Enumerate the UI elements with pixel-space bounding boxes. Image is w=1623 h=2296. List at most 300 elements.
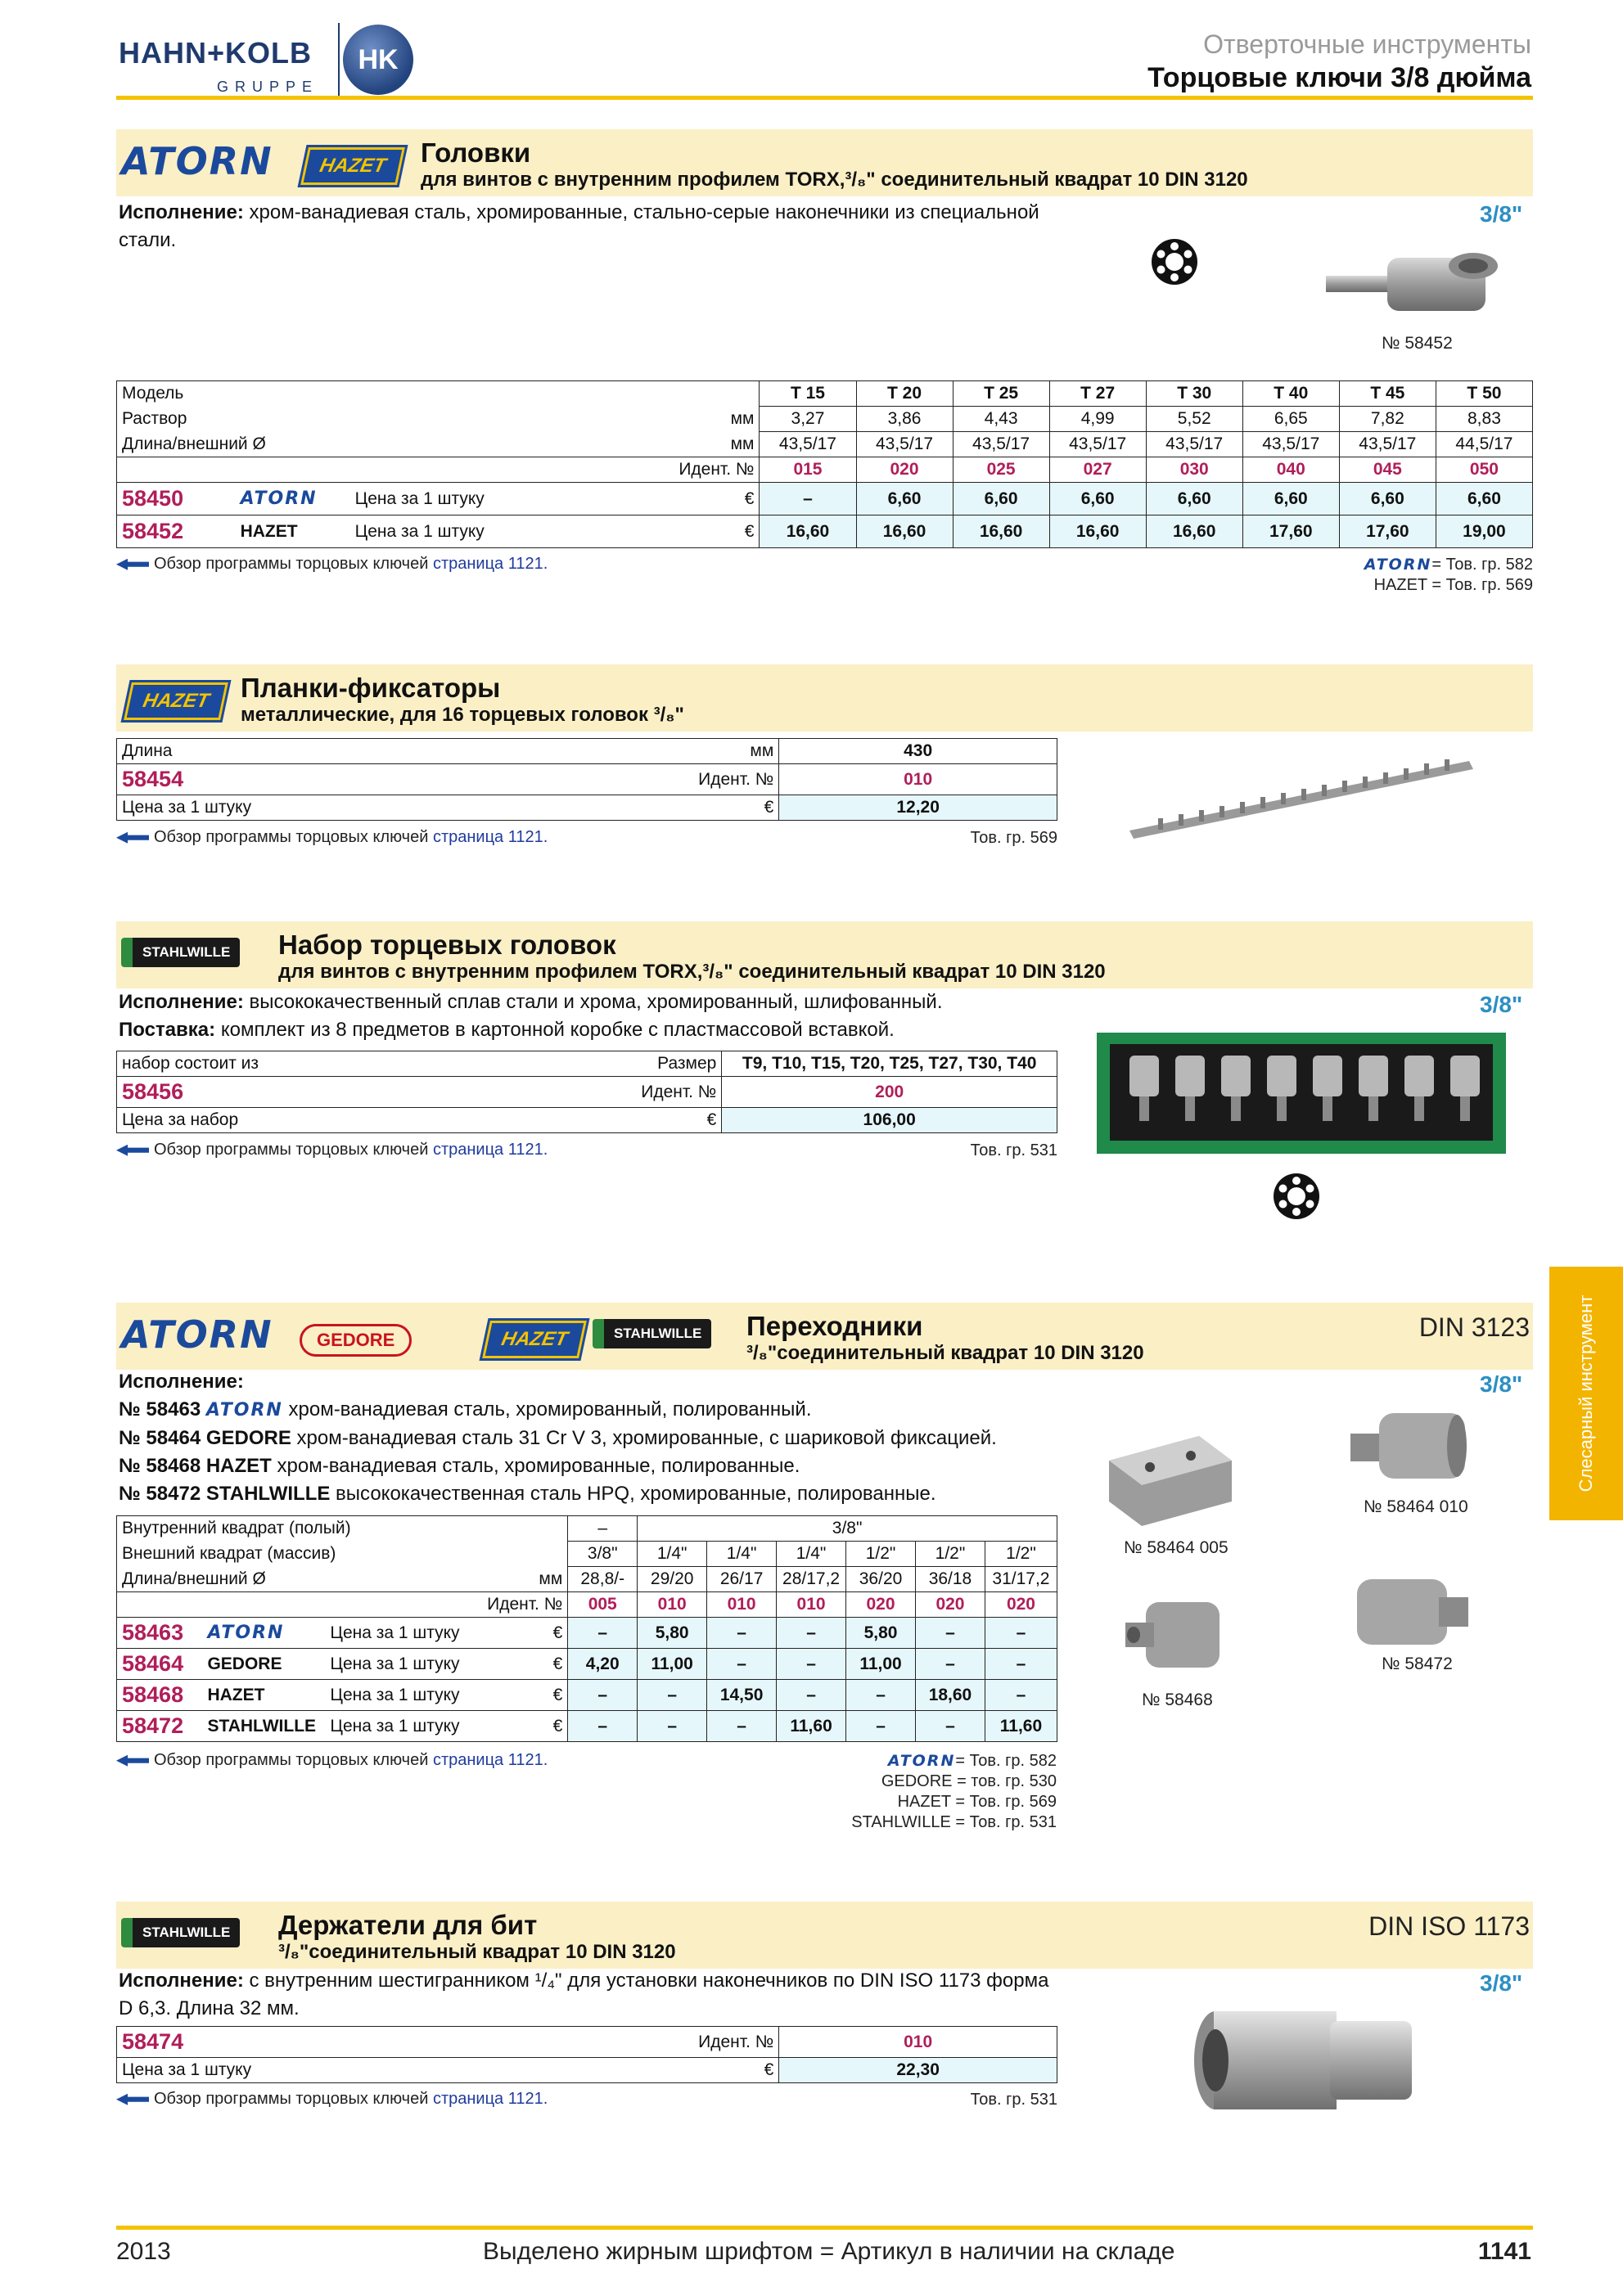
- arrow-left-icon: [116, 2094, 149, 2105]
- sockets-table: [116, 380, 1533, 548]
- price-label-cell: [325, 1618, 567, 1649]
- atorn-logo-tiny: ATORN: [1364, 556, 1432, 574]
- image-caption: № 58464 010: [1364, 1497, 1468, 1516]
- torx-socket-image: [1318, 233, 1514, 331]
- cell-price: –: [846, 1711, 916, 1742]
- price-label-cell: [325, 1711, 567, 1742]
- cell-length: 36/18: [916, 1567, 985, 1592]
- cell-ref: 040: [1242, 457, 1339, 483]
- execution-line: [119, 1425, 1068, 1452]
- logo-wordmark: HAHN+KOLB: [119, 36, 313, 70]
- din-standard: DIN 3123: [1418, 1312, 1530, 1342]
- section-subtitle: ³/₈"соединительный квадрат 10 DIN 3120: [746, 1342, 1144, 1364]
- price-label: Цена за 1 штуку: [117, 795, 656, 821]
- footer-rule: [116, 2226, 1533, 2230]
- cell-size: 5,52: [1146, 407, 1242, 432]
- cell-ref: 020: [985, 1592, 1057, 1618]
- cell-outer: 1/4": [777, 1542, 846, 1567]
- cell-model: T 27: [1049, 381, 1146, 407]
- cell-price: –: [707, 1618, 777, 1649]
- arrow-left-icon: [116, 1755, 149, 1767]
- cell-ref: 020: [846, 1592, 916, 1618]
- cell-outer: 1/4": [638, 1542, 707, 1567]
- price-label: Цена за 1 штуку: [330, 1654, 460, 1673]
- euro-sign: €: [552, 1685, 563, 1704]
- group-atorn: [1364, 555, 1533, 575]
- cell-inner: 3/8": [638, 1516, 1057, 1542]
- cell-price: 6,60: [856, 483, 953, 515]
- ident-label: Идент. №: [656, 764, 779, 795]
- price-label: Цена за набор: [117, 1108, 444, 1133]
- section-subtitle: для винтов с внутренним профилем TORX,³/₈" соединительный квадрат 10 DIN 3120: [421, 169, 1248, 191]
- cell-ref: 030: [1146, 457, 1242, 483]
- cell-price: –: [568, 1711, 638, 1742]
- row-58452: [117, 515, 1533, 548]
- execution-text: [119, 199, 1060, 254]
- overview-link[interactable]: страница 1121.: [432, 1141, 548, 1159]
- cell-price: 11,00: [638, 1649, 707, 1680]
- cell-sizes: T9, T10, T15, T20, T25, T27, T30, T40: [722, 1051, 1057, 1077]
- cell-model: T 20: [856, 381, 953, 407]
- cell-size: 4,43: [953, 407, 1049, 432]
- overview-link[interactable]: страница 1121.: [432, 828, 548, 846]
- row-58463: [117, 1618, 1057, 1649]
- section-header-rails: [116, 664, 1533, 732]
- cell-price: –: [777, 1618, 846, 1649]
- product-groups: [851, 1751, 1057, 1833]
- image-caption: № 58472: [1382, 1654, 1453, 1673]
- rails-table: [116, 738, 1057, 821]
- group-stahlwille: STAHLWILLE = Тов. гр. 531: [851, 1813, 1057, 1831]
- subcategory-title: Торцовые ключи 3/8 дюйма: [1147, 62, 1531, 93]
- line-text: хром-ванадиевая сталь 31 Cr V 3, хромированные, с шариковой фиксацией.: [291, 1427, 997, 1449]
- price-label: Цена за 1 штуку: [354, 521, 485, 541]
- cell-size: 3,86: [856, 407, 953, 432]
- logo-subtitle: GRUPPE: [217, 79, 319, 95]
- cell-price: 6,60: [1146, 483, 1242, 515]
- row-model: [117, 381, 1533, 407]
- row-brand: HAZET: [236, 515, 350, 548]
- side-tab-label: Слесарный инструмент: [1576, 1294, 1596, 1492]
- cell-outer: 1/2": [985, 1542, 1057, 1567]
- ident-label: Идент. №: [117, 1592, 568, 1618]
- cell-inner: –: [568, 1516, 638, 1542]
- cell-size: 8,83: [1436, 407, 1532, 432]
- row-outer: [117, 1542, 1057, 1567]
- price-label-cell: [350, 515, 760, 548]
- row-price: [117, 795, 1057, 821]
- group-hazet: HAZET = Тов. гр. 569: [897, 1793, 1057, 1811]
- cell-price: 14,50: [707, 1680, 777, 1711]
- adapters-table: [116, 1515, 1057, 1742]
- row-brand: HAZET: [202, 1680, 325, 1711]
- cell-ref: 020: [916, 1592, 985, 1618]
- atorn-logo-tiny: ATORN: [887, 1752, 956, 1770]
- image-caption: № 58468: [1142, 1690, 1213, 1709]
- group-atorn-text: = Тов. гр. 582: [1431, 556, 1533, 574]
- cell-length: 43,5/17: [953, 432, 1049, 457]
- cell-length: 31/17,2: [985, 1567, 1057, 1592]
- size-badge: 3/8": [1480, 1371, 1523, 1397]
- row-length: [117, 739, 1057, 764]
- row-contents: [117, 1051, 1057, 1077]
- supply-line: [119, 1016, 1060, 1044]
- row-label-model: Модель: [117, 381, 760, 407]
- section-header-sockets: [116, 129, 1533, 196]
- cell-price: 17,60: [1242, 515, 1339, 548]
- cell-price: –: [777, 1649, 846, 1680]
- cell-size: 3,27: [760, 407, 856, 432]
- stahlwille-logo: STAHLWILLE: [121, 1918, 240, 1947]
- cell-price: 4,20: [568, 1649, 638, 1680]
- atorn-logo: ATORN: [121, 1312, 273, 1357]
- overview-note: [116, 828, 548, 847]
- cell-price: –: [777, 1680, 846, 1711]
- cell-length: 43,5/17: [1146, 432, 1242, 457]
- cell-length: 29/20: [638, 1567, 707, 1592]
- euro-sign: €: [744, 521, 755, 541]
- cell-price: 16,60: [1146, 515, 1242, 548]
- row-brand: STAHLWILLE: [202, 1711, 325, 1742]
- cell-length: 28,8/-: [568, 1567, 638, 1592]
- execution-line: [119, 988, 1060, 1016]
- size-label: Размер: [444, 1051, 722, 1077]
- execution-label: Исполнение:: [119, 1371, 244, 1393]
- page-number: 1141: [1477, 2238, 1531, 2265]
- group-atorn-text: = Тов. гр. 582: [955, 1752, 1057, 1770]
- row-58464: [117, 1649, 1057, 1680]
- hazet-logo: HAZET: [482, 1321, 587, 1358]
- cell-ref: 010: [779, 764, 1057, 795]
- row-price: [117, 2058, 1057, 2083]
- price-label: Цена за 1 штуку: [354, 488, 485, 508]
- line-text: хром-ванадиевая сталь, хромированные, полированные.: [271, 1455, 800, 1477]
- cell-price: 16,60: [1049, 515, 1146, 548]
- adapter-58464-010-image: [1342, 1401, 1473, 1491]
- line-brand: STAHLWILLE: [205, 1483, 331, 1505]
- image-caption: № 58464 005: [1124, 1538, 1229, 1557]
- ident-label: Идент. №: [444, 1077, 722, 1108]
- row-inner: [117, 1516, 1057, 1542]
- article-number: 58472: [117, 1711, 203, 1742]
- unit-mm: мм: [325, 1567, 567, 1592]
- cell-price: 6,60: [1436, 483, 1532, 515]
- cell-length: 43,5/17: [760, 432, 856, 457]
- execution-text: [119, 988, 1060, 1044]
- cell-outer: 3/8": [568, 1542, 638, 1567]
- hk-emblem-icon: HK: [343, 25, 413, 95]
- line-brand: HAZET: [205, 1455, 272, 1477]
- cell-model: T 30: [1146, 381, 1242, 407]
- product-group: Тов. гр. 531: [970, 1141, 1057, 1159]
- row-ident: [117, 1077, 1057, 1108]
- socket-set-case-image: [1097, 1033, 1506, 1154]
- cell-price: –: [707, 1711, 777, 1742]
- cell-ref: 200: [722, 1077, 1057, 1108]
- cell-price: –: [638, 1680, 707, 1711]
- cell-ref: 027: [1049, 457, 1146, 483]
- row-ident: [117, 457, 1533, 483]
- row-label-length: Длина/внешний Ø: [117, 1567, 326, 1592]
- cell-price: 11,60: [777, 1711, 846, 1742]
- overview-text: Обзор программы торцовых ключей: [154, 828, 429, 846]
- cell-price: 22,30: [779, 2058, 1057, 2083]
- cell-ref: 010: [707, 1592, 777, 1618]
- execution-label: Исполнение:: [119, 991, 244, 1013]
- ident-label: Идент. №: [656, 2027, 779, 2058]
- line-number: № 58463: [119, 1398, 201, 1420]
- unit-mm: мм: [350, 407, 760, 432]
- cell-price: –: [760, 483, 856, 515]
- cell-model: T 25: [953, 381, 1049, 407]
- stahlwille-logo: STAHLWILLE: [121, 938, 240, 967]
- cell-price: 16,60: [953, 515, 1049, 548]
- row-58450: [117, 483, 1533, 515]
- cell-length: 430: [779, 739, 1057, 764]
- cell-price: 16,60: [856, 515, 953, 548]
- execution-label: Исполнение:: [119, 1970, 244, 1992]
- cell-model: T 50: [1436, 381, 1532, 407]
- product-group: Тов. гр. 569: [970, 829, 1057, 847]
- section-title: Набор торцевых головок: [278, 930, 616, 960]
- size-badge: 3/8": [1480, 1970, 1523, 1996]
- cell-price: –: [985, 1649, 1057, 1680]
- cell-outer: 1/4": [707, 1542, 777, 1567]
- gedore-logo: GEDORE: [300, 1324, 412, 1357]
- row-brand: [236, 483, 350, 515]
- ident-label: Идент. №: [117, 457, 760, 483]
- row-length: [117, 1567, 1057, 1592]
- cell-price: 5,80: [846, 1618, 916, 1649]
- cell-length: 43,5/17: [1242, 432, 1339, 457]
- row-58468: [117, 1680, 1057, 1711]
- overview-link[interactable]: страница 1121.: [432, 555, 548, 573]
- execution-text: [119, 1967, 1060, 2023]
- cell-length: 43,5/17: [1049, 432, 1146, 457]
- price-label: Цена за 1 штуку: [330, 1685, 460, 1704]
- cell-price: 19,00: [1436, 515, 1532, 548]
- cell-price: –: [985, 1618, 1057, 1649]
- row-label-size: Раствор: [117, 407, 350, 432]
- euro-sign: €: [552, 1623, 563, 1642]
- execution-value: с внутренним шестигранником ¹/₄" для установки наконечников по DIN ISO 1173 форма D 6,3. Длина 32 мм.: [119, 1970, 1049, 2019]
- footer-year: 2013: [116, 2238, 171, 2265]
- row-brand: [202, 1618, 325, 1649]
- line-brand: GEDORE: [205, 1427, 291, 1449]
- execution-text: [119, 1368, 1068, 1508]
- torx-profile-icon: [1272, 1172, 1321, 1221]
- socket-set-table: [116, 1051, 1057, 1133]
- price-label: Цена за 1 штуку: [330, 1716, 460, 1736]
- cell-price: 11,00: [846, 1649, 916, 1680]
- section-subtitle: для винтов с внутренним профилем TORX,³/₈" соединительный квадрат 10 DIN 3120: [278, 961, 1106, 983]
- cell-price: –: [568, 1680, 638, 1711]
- cell-price: 6,60: [1242, 483, 1339, 515]
- side-tab[interactable]: [1549, 1267, 1623, 1520]
- cell-length: 43,5/17: [1339, 432, 1436, 457]
- execution-line: [119, 1452, 1068, 1480]
- cell-ref: 050: [1436, 457, 1532, 483]
- group-gedore: GEDORE = тов. гр. 530: [881, 1772, 1057, 1790]
- footer-note: Выделено жирным шрифтом = Артикул в наличии на складе: [483, 2238, 1175, 2265]
- cell-ref: 005: [568, 1592, 638, 1618]
- price-label: Цена за 1 штуку: [117, 2058, 656, 2083]
- cell-price: 6,60: [1049, 483, 1146, 515]
- cell-ref: 010: [638, 1592, 707, 1618]
- image-caption: № 58452: [1382, 334, 1453, 353]
- cell-length: 28/17,2: [777, 1567, 846, 1592]
- cell-model: T 45: [1339, 381, 1436, 407]
- size-badge: 3/8": [1480, 992, 1523, 1017]
- article-number: 58456: [117, 1077, 444, 1108]
- atorn-logo-small: ATORN: [240, 488, 318, 509]
- row-label: Длина: [117, 739, 656, 764]
- euro-sign: €: [444, 1108, 722, 1133]
- supply-value: комплект из 8 предметов в картонной коробке с пластмассовой вставкой.: [215, 1019, 895, 1041]
- cell-size: 6,65: [1242, 407, 1339, 432]
- section-title: Планки-фиксаторы: [241, 673, 501, 703]
- section-subtitle: ³/₈"соединительный квадрат 10 DIN 3120: [278, 1941, 676, 1963]
- line-number: № 58472: [119, 1483, 201, 1505]
- row-label-outer: Внешний квадрат (массив): [117, 1542, 568, 1567]
- euro-sign: €: [552, 1716, 563, 1736]
- row-label-inner: Внутренний квадрат (полый): [117, 1516, 568, 1542]
- cell-price: 17,60: [1339, 515, 1436, 548]
- article-number: 58463: [117, 1618, 203, 1649]
- execution-line: [119, 1396, 1068, 1425]
- euro-sign: €: [656, 795, 779, 821]
- bit-holder-table: [116, 2026, 1057, 2083]
- line-number: № 58464: [119, 1427, 201, 1449]
- unit-mm: мм: [350, 432, 760, 457]
- euro-sign: €: [744, 488, 755, 508]
- cell-price: –: [846, 1680, 916, 1711]
- cell-model: T 40: [1242, 381, 1339, 407]
- overview-note: [116, 1751, 548, 1770]
- section-header-adapters: [116, 1303, 1533, 1370]
- article-number: 58474: [117, 2027, 656, 2058]
- hahn-kolb-logo: [119, 18, 413, 95]
- execution-value: высококачественный сплав стали и хрома, хромированный, шлифованный.: [243, 991, 943, 1013]
- row-length: [117, 432, 1533, 457]
- adapter-58468-image: [1121, 1586, 1228, 1684]
- atorn-logo-small: ATORN: [207, 1623, 285, 1643]
- overview-note: [116, 2090, 548, 2109]
- socket-rail-image: [1125, 741, 1477, 843]
- cell-price: –: [638, 1711, 707, 1742]
- article-number: 58450: [117, 483, 236, 515]
- cell-price: –: [916, 1618, 985, 1649]
- stahlwille-logo: STAHLWILLE: [593, 1319, 711, 1348]
- price-label: Цена за 1 штуку: [330, 1623, 460, 1642]
- overview-text: Обзор программы торцовых ключей: [154, 1141, 429, 1159]
- section-title: Головки: [421, 137, 531, 168]
- bit-holder-image: [1191, 2003, 1428, 2118]
- cell-outer: 1/2": [846, 1542, 916, 1567]
- cell-ref: 015: [760, 457, 856, 483]
- section-title: Переходники: [746, 1311, 923, 1341]
- product-group: Тов. гр. 531: [970, 2091, 1057, 2109]
- logo-divider: [338, 23, 340, 97]
- cell-size: 7,82: [1339, 407, 1436, 432]
- cell-price: –: [985, 1680, 1057, 1711]
- section-title: Держатели для бит: [278, 1910, 538, 1940]
- torx-profile-icon: [1150, 237, 1199, 286]
- row-label-length: Длина/внешний Ø: [117, 432, 350, 457]
- overview-text: Обзор программы торцовых ключей: [154, 2090, 429, 2108]
- section-subtitle: металлические, для 16 торцевых головок ³/₈": [241, 704, 684, 726]
- price-label-cell: [350, 483, 760, 515]
- row-ident: [117, 1592, 1057, 1618]
- section-header-bit-holders: [116, 1902, 1533, 1969]
- line-number: № 58468: [119, 1455, 201, 1477]
- execution-value: хром-ванадиевая сталь, хромированные, стально-серые наконечники из специальной стали.: [119, 201, 1039, 251]
- din-standard: DIN ISO 1173: [1368, 1911, 1530, 1941]
- atorn-logo-small: ATORN: [205, 1400, 283, 1420]
- cell-price: –: [707, 1649, 777, 1680]
- cell-price: 11,60: [985, 1711, 1057, 1742]
- adapter-58464-005-image: [1101, 1428, 1240, 1534]
- article-number: 58452: [117, 515, 236, 548]
- header-rule: [116, 96, 1533, 100]
- section-header-socket-set: [116, 921, 1533, 988]
- row-ident: [117, 2027, 1057, 2058]
- cell-price: 18,60: [916, 1680, 985, 1711]
- cell-price: –: [916, 1649, 985, 1680]
- overview-text: Обзор программы торцовых ключей: [154, 1751, 429, 1769]
- unit-mm: мм: [656, 739, 779, 764]
- article-number: 58454: [117, 764, 656, 795]
- adapter-58472-image: [1349, 1571, 1472, 1653]
- cell-price: –: [916, 1711, 985, 1742]
- article-number: 58468: [117, 1680, 203, 1711]
- cell-ref: 020: [856, 457, 953, 483]
- cell-price: 6,60: [1339, 483, 1436, 515]
- cell-price: 6,60: [953, 483, 1049, 515]
- row-size: [117, 407, 1533, 432]
- supply-label: Поставка:: [119, 1019, 216, 1041]
- group-atorn: [851, 1751, 1057, 1772]
- cell-price: 12,20: [779, 795, 1057, 821]
- category-title: Отверточные инструменты: [1203, 29, 1531, 59]
- cell-price: –: [568, 1618, 638, 1649]
- cell-length: 44,5/17: [1436, 432, 1532, 457]
- article-number: 58464: [117, 1649, 203, 1680]
- row-58472: [117, 1711, 1057, 1742]
- cell-price: 106,00: [722, 1108, 1057, 1133]
- row-ident: [117, 764, 1057, 795]
- cell-size: 4,99: [1049, 407, 1146, 432]
- overview-link[interactable]: страница 1121.: [432, 1751, 548, 1769]
- row-price: [117, 1108, 1057, 1133]
- overview-link[interactable]: страница 1121.: [432, 2090, 548, 2108]
- row-brand: GEDORE: [202, 1649, 325, 1680]
- product-groups: [1364, 555, 1533, 596]
- size-badge: 3/8": [1480, 201, 1523, 227]
- execution-line: [119, 1480, 1068, 1508]
- cell-price: 16,60: [760, 515, 856, 548]
- cell-length: 36/20: [846, 1567, 916, 1592]
- cell-length: 43,5/17: [856, 432, 953, 457]
- euro-sign: €: [552, 1654, 563, 1673]
- group-hazet: HAZET = Тов. гр. 569: [1373, 576, 1533, 594]
- arrow-left-icon: [116, 1145, 149, 1156]
- cell-length: 26/17: [707, 1567, 777, 1592]
- cell-price: 5,80: [638, 1618, 707, 1649]
- execution-label: Исполнение:: [119, 201, 244, 223]
- line-text: высококачественная сталь HPQ, хромированные, полированные.: [330, 1483, 936, 1505]
- price-label-cell: [325, 1649, 567, 1680]
